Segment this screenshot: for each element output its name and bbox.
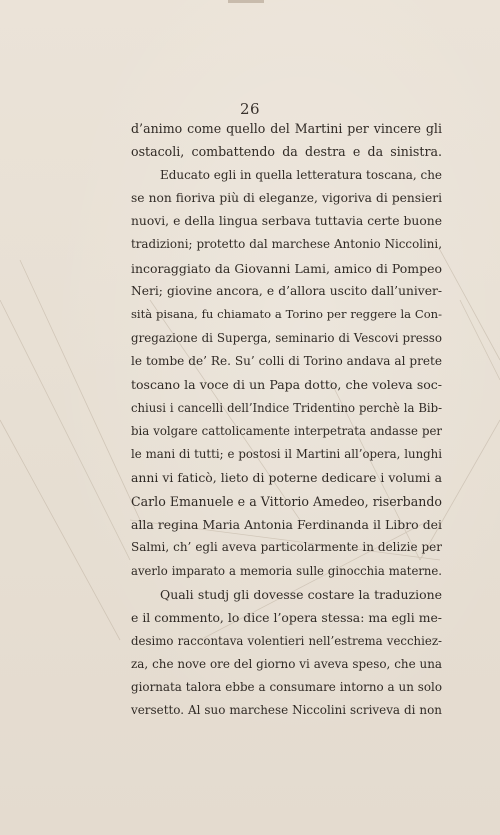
text-line: nuovi, e della lingua serbava tuttavia certe buone [131, 214, 442, 229]
text-line: chiusi i cancelli dell’Indice Tridentino perchè la Bib- [131, 400, 442, 415]
text-line: toscano la voce di un Papa dotto, che voleva soc- [131, 377, 442, 393]
text-line: ostacoli, combattendo da destra e da sinistra. [131, 144, 442, 160]
text-line: Neri; giovine ancora, e d’allora uscito dall’univer- [131, 284, 442, 299]
text-line: anni vi faticò, lieto di poterne dedicare i volumi a [131, 470, 442, 486]
text-line: le mani di tutti; e postosi il Martini all’opera, lunghi [131, 447, 442, 462]
text-line: tradizioni; protetto dal marchese Antonio Niccolini, [131, 237, 442, 252]
text-line: alla regina Maria Antonia Ferdinanda il Libro dei [131, 517, 442, 533]
top-edge-mark [228, 0, 264, 3]
text-line: Salmi, ch’ egli aveva particolarmente in delizie per [131, 540, 442, 555]
text-line: e il commento, lo dice l’opera stessa: ma egli me- [131, 610, 442, 626]
text-line: za, che nove ore del giorno vi aveva speso, che una [131, 656, 442, 671]
text-line: averlo imparato a memoria sulle ginocchia materne. [131, 563, 442, 578]
text-line: giornata talora ebbe a consumare intorno a un solo [131, 680, 442, 695]
text-line: Carlo Emanuele e a Vittorio Amedeo, riserbando [131, 493, 442, 509]
text-line: versetto. Al suo marchese Niccolini scriveva di non [131, 703, 442, 718]
text-line: desimo raccontava volentieri nell’estrema vecchiez- [131, 633, 442, 648]
text-line: Educato egli in quella letteratura toscana, che [160, 167, 442, 182]
text-line: sità pisana, fu chiamato a Torino per reggere la Con- [131, 307, 442, 322]
text-line: le tombe de’ Re. Su’ colli di Torino andava al prete [131, 353, 442, 368]
text-line: gregazione di Superga, seminario di Vescovi presso [131, 330, 442, 345]
text-line: se non fioriva più di eleganze, vigoriva di pensieri [131, 190, 442, 205]
text-line: d’animo come quello del Martini per vincere gli [131, 121, 442, 136]
page-number: 26 [239, 100, 261, 118]
text-line: bia volgare cattolicamente interpetrata andasse per [131, 423, 442, 438]
body-text [131, 117, 442, 723]
text-line: incoraggiato da Giovanni Lami, amico di Pompeo [131, 260, 442, 276]
text-line: Quali studj gli dovesse costare la traduzione [160, 586, 442, 602]
